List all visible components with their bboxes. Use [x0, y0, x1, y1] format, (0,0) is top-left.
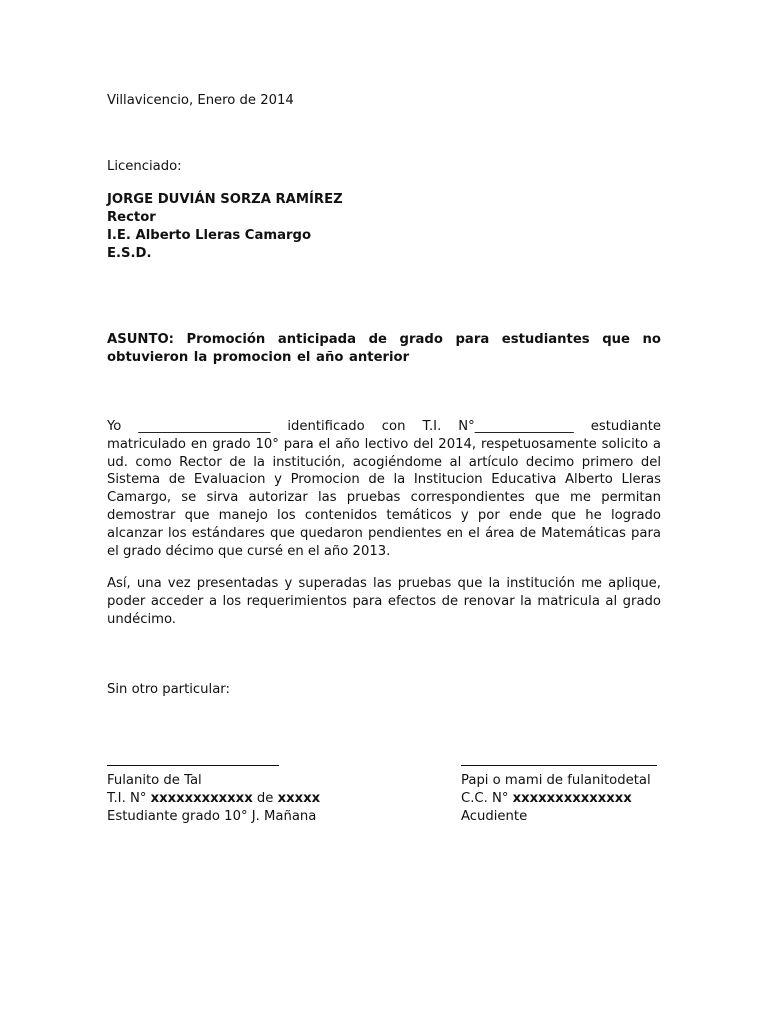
guardian-name: Papi o mami de fulanitodetal: [461, 773, 651, 788]
signature-student: [107, 765, 320, 826]
recipient-esd: E.S.D.: [107, 246, 152, 261]
guardian-id-prefix: C.C. N°: [461, 791, 509, 806]
salutation: Licenciado:: [107, 159, 182, 174]
place-date: Villavicencio, Enero de 2014: [107, 93, 294, 108]
recipient-name: JORGE DUVIÁN SORZA RAMÍREZ: [107, 192, 343, 207]
guardian-id: [461, 790, 657, 808]
student-id-city: xxxxx: [277, 791, 321, 806]
guardian-id-value: xxxxxxxxxxxxxx: [512, 791, 632, 806]
student-name: Fulanito de Tal: [107, 773, 202, 788]
recipient-title: Rector: [107, 210, 156, 225]
body-paragraph-1: Yo ____________________ identificado con T.I. N°_______________ estudiante matriculado en grado 10° para el año lectivo del 2014, respetuosamente solicito a ud. como Rector de la institución, acogiéndome al artículo decimo primero del Sistema de Evaluacion y Promocion de la Institucion Educativa Alberto Lleras Camargo, se sirva autorizar las pruebas correspondientes que me permitan demostrar que manejo los contenidos temáticos y por ende que he logrado alcanzar los estándares que quedaron pendientes en el área de Matemáticas para el grado décimo que cursé en el año 2013.: [107, 419, 661, 559]
body-paragraph-2: Así, una vez presentadas y superadas las pruebas que la institución me aplique, poder acceder a los requerimientos para efectos de renovar la matricula al grado undécimo.: [107, 576, 661, 627]
student-role: Estudiante grado 10° J. Mañana: [107, 809, 317, 824]
student-id-mid: de: [256, 791, 274, 806]
closing: Sin otro particular:: [107, 682, 230, 697]
signature-guardian: [461, 765, 657, 826]
student-id-value: xxxxxxxxxxxx: [150, 791, 253, 806]
recipient-institution: I.E. Alberto Lleras Camargo: [107, 228, 312, 243]
student-id-prefix: T.I. N°: [107, 791, 147, 806]
guardian-role: Acudiente: [461, 809, 528, 824]
signature-line-guardian: [461, 765, 657, 766]
signature-line-student: [107, 765, 279, 766]
student-id: [107, 790, 320, 808]
subject: ASUNTO: Promoción anticipada de grado para estudiantes que no obtuvieron la promocion el año anterior: [107, 332, 661, 365]
